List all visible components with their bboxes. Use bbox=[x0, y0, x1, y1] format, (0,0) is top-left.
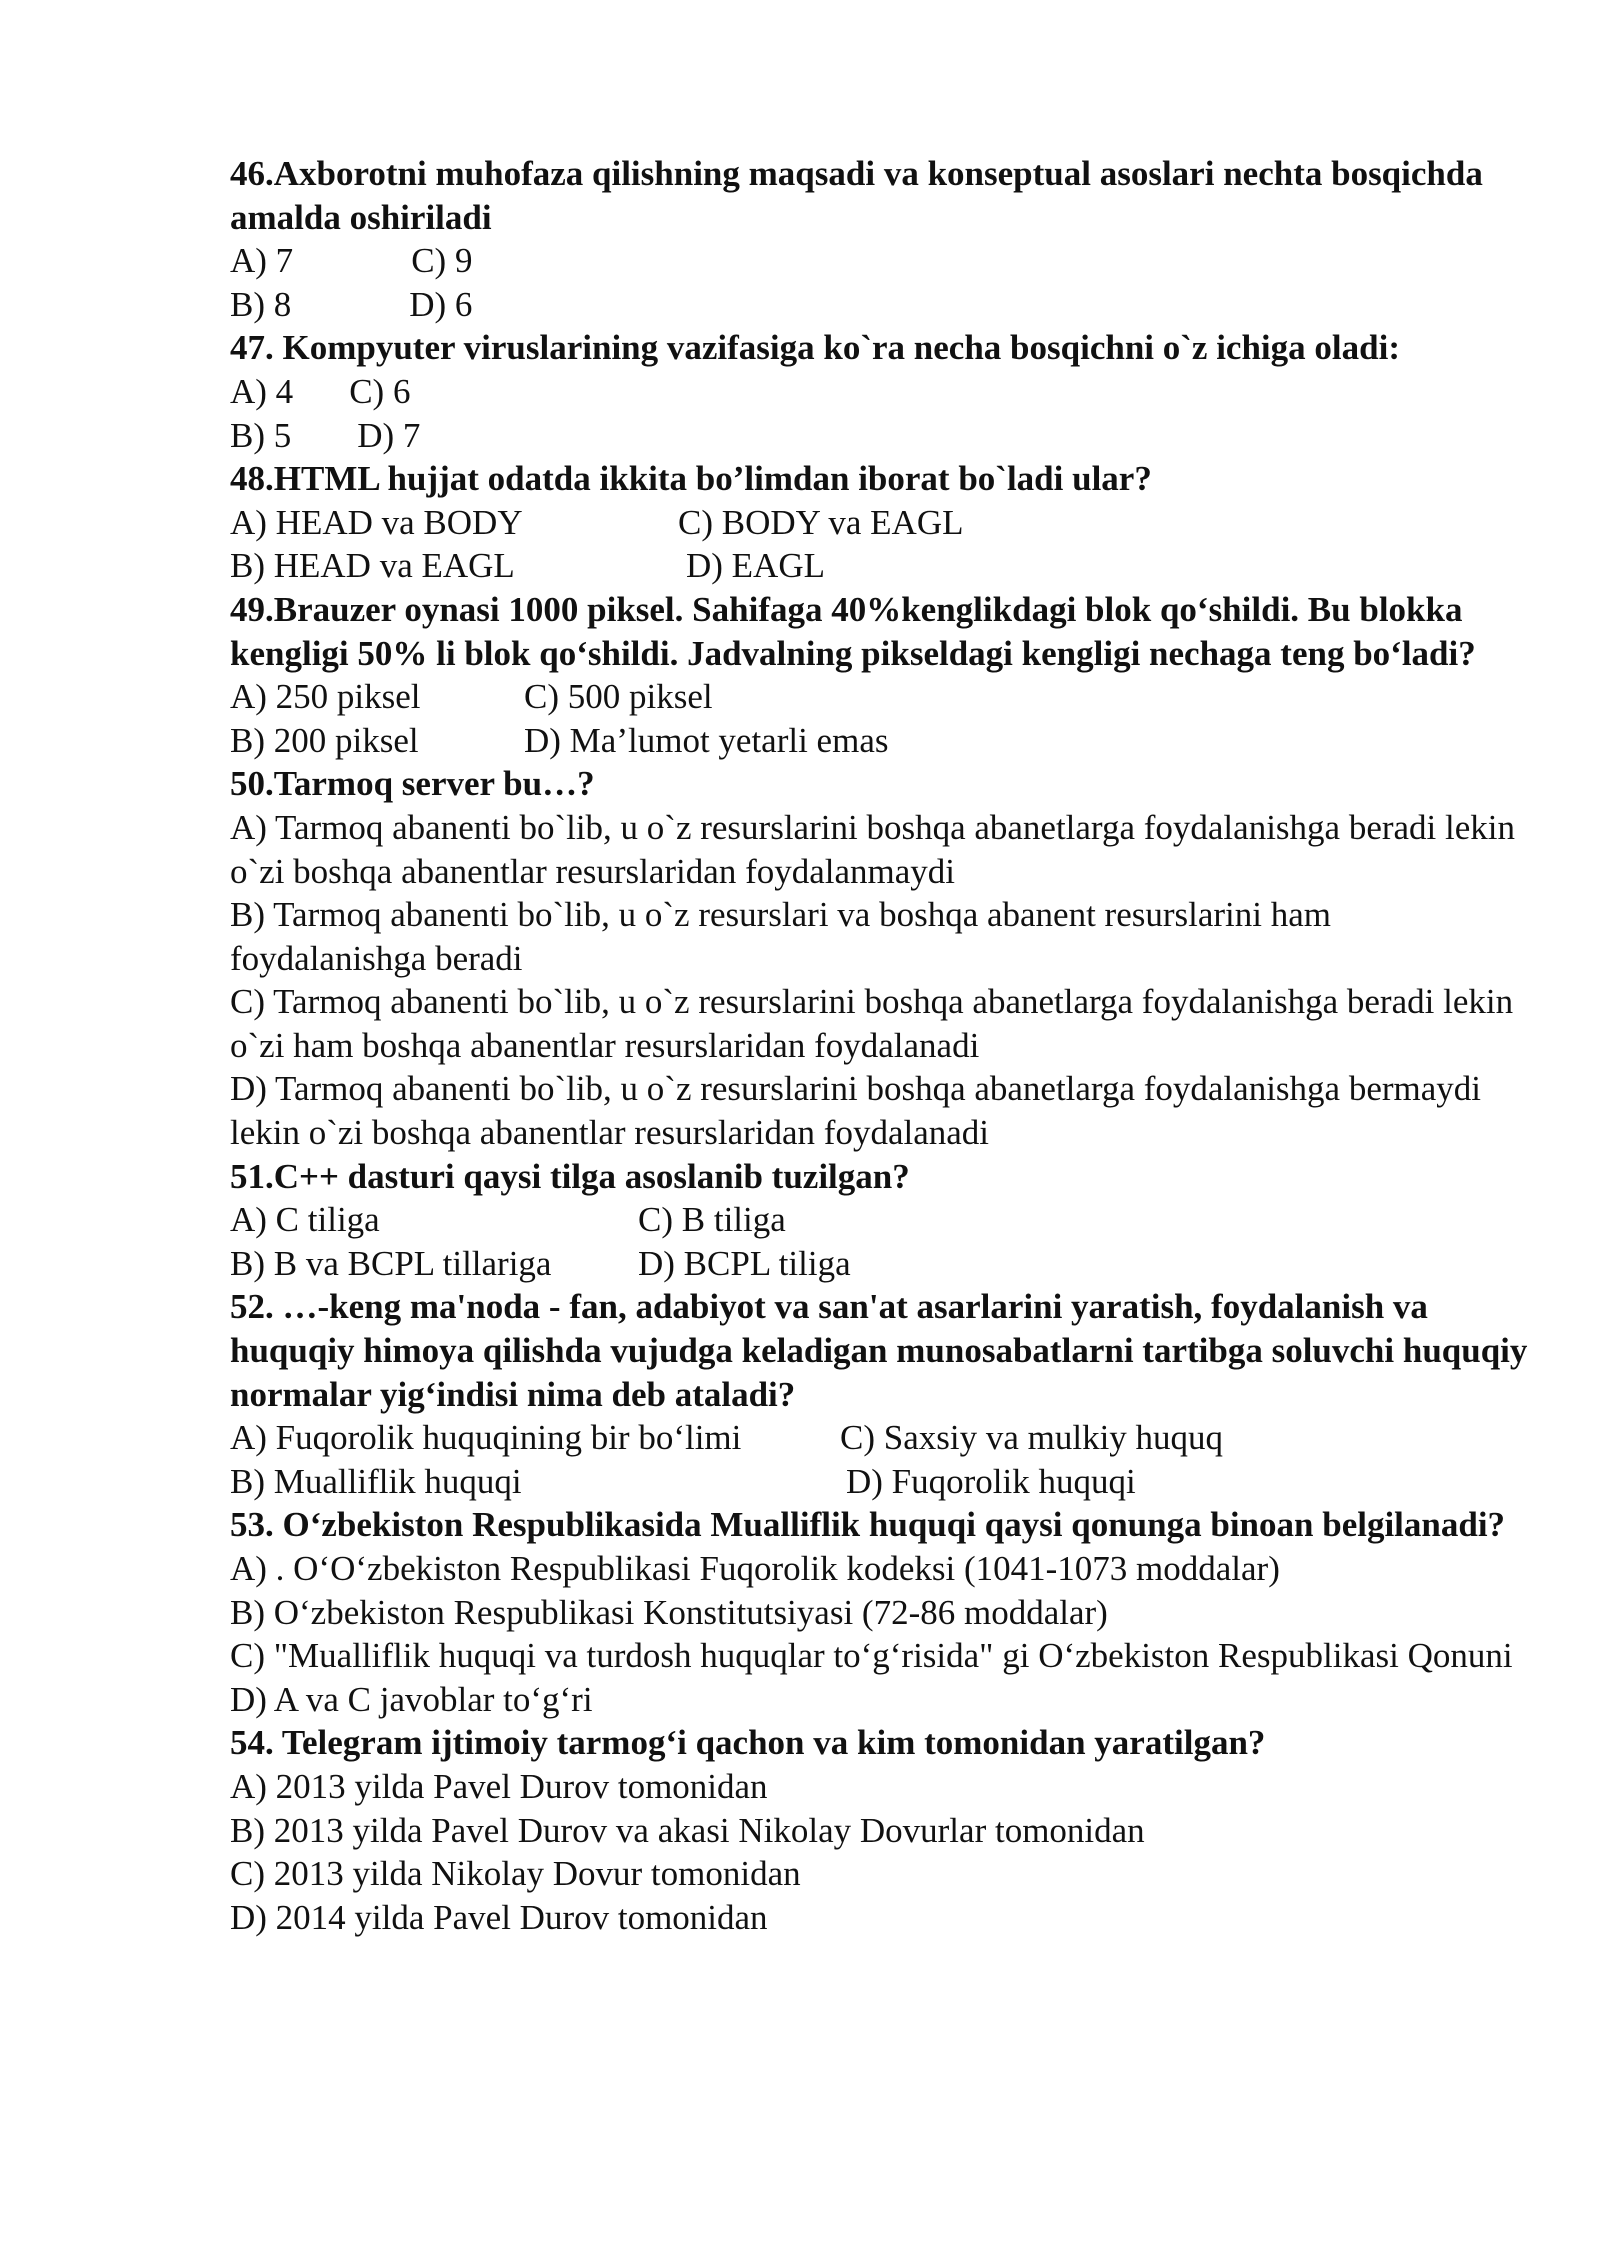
option-c: C) BODY va EAGL bbox=[678, 502, 964, 542]
option-d: D) Fuqorolik huquqi bbox=[846, 1461, 1136, 1501]
option-c: C) 500 piksel bbox=[524, 677, 713, 717]
option-c: C) Saxsiy va mulkiy huquq bbox=[840, 1418, 1224, 1458]
option-d: D) 7 bbox=[357, 415, 421, 455]
option-d: D) BCPL tiliga bbox=[638, 1243, 851, 1283]
option-c: C) B tiliga bbox=[638, 1200, 786, 1240]
option-c: C) 9 bbox=[411, 241, 473, 281]
question-46-options-row-1 bbox=[230, 239, 1530, 283]
option-b: B) 8 bbox=[230, 284, 292, 324]
question-50-option-a: A) Tarmoq abanenti bo`lib, u o`z resurslarini boshqa abanetlarga foydalanishga beradi lekin o`zi boshqa abanentlar resurslaridan foydalanmaydi bbox=[230, 807, 1516, 891]
question-50-option-d: D) Tarmoq abanenti bo`lib, u o`z resurslarini boshqa abanetlarga foydalanishga bermaydi lekin o`zi boshqa abanentlar resurslaridan foydalanadi bbox=[230, 1069, 1481, 1153]
option-a: A) C tiliga bbox=[230, 1200, 380, 1240]
question-51-options-row-1 bbox=[230, 1198, 1530, 1242]
option-b: B) HEAD va EAGL bbox=[230, 546, 515, 586]
question-53-title: 53. O‘zbekiston Respublikasida Mualliflik huquqi qaysi qonunga binoan belgilanadi? bbox=[230, 1505, 1506, 1545]
question-53-option-b: B) O‘zbekiston Respublikasi Konstitutsiyasi (72-86 moddalar) bbox=[230, 1592, 1108, 1632]
question-53-option-a: A) . O‘O‘zbekiston Respublikasi Fuqorolik kodeksi (1041-1073 moddalar) bbox=[230, 1549, 1280, 1588]
question-52-title: 52. …-keng ma'noda - fan, adabiyot va san'at asarlarini yaratish, foydalanish va huquqiy himoya qilishda vujudga keladigan munosabatlarni tartibga soluvchi huquqiy normalar yig‘indisi nima deb ataladi? bbox=[230, 1287, 1528, 1414]
question-54-option-d: D) 2014 yilda Pavel Durov tomonidan bbox=[230, 1897, 768, 1937]
question-49-options-row-2 bbox=[230, 719, 1530, 763]
question-49-options-row-1 bbox=[230, 675, 1530, 719]
option-d: D) 6 bbox=[409, 284, 473, 324]
question-48-options-row-2 bbox=[230, 544, 1530, 588]
question-51-options-row-2 bbox=[230, 1242, 1530, 1286]
question-50-title: 50.Tarmoq server bu…? bbox=[230, 764, 595, 804]
option-a: A) 7 bbox=[230, 241, 294, 281]
question-49-title: 49.Brauzer oynasi 1000 piksel. Sahifaga 40%kenglikdagi blok qo‘shildi. Bu blokka kengligi 50% li blok qo‘shildi. Jadvalning pikseldagi kengligi nechaga teng bo‘ladi? bbox=[230, 589, 1476, 673]
question-53-option-c: C) "Mualliflik huquqi va turdosh huquqlar to‘g‘risida" gi O‘zbekiston Respublikasi Qonuni bbox=[230, 1636, 1513, 1676]
question-54-title: 54. Telegram ijtimoiy tarmog‘i qachon va kim tomonidan yaratilgan? bbox=[230, 1723, 1266, 1763]
option-b: B) Mualliflik huquqi bbox=[230, 1461, 522, 1501]
question-48-options-row-1 bbox=[230, 501, 1530, 545]
question-48-title: 48.HTML hujjat odatda ikkita bo’limdan iborat bo`ladi ular? bbox=[230, 459, 1152, 499]
option-c: C) 6 bbox=[349, 371, 411, 411]
document-page bbox=[230, 152, 1530, 1939]
question-50-option-c: C) Tarmoq abanenti bo`lib, u o`z resurslarini boshqa abanetlarga foydalanishga beradi lekin o`zi ham boshqa abanentlar resurslaridan foydalanadi bbox=[230, 982, 1514, 1065]
question-52-options-row-2 bbox=[230, 1460, 1530, 1504]
option-b: B) B va BCPL tillariga bbox=[230, 1243, 552, 1283]
question-51-title: 51.C++ dasturi qaysi tilga asoslanib tuzilgan? bbox=[230, 1156, 910, 1196]
question-54-option-c: C) 2013 yilda Nikolay Dovur tomonidan bbox=[230, 1854, 801, 1894]
question-47-options-row-2 bbox=[230, 414, 1530, 458]
question-54-option-b: B) 2013 yilda Pavel Durov va akasi Nikolay Dovurlar tomonidan bbox=[230, 1810, 1145, 1850]
option-b: B) 200 piksel bbox=[230, 720, 419, 760]
question-46-options-row-2 bbox=[230, 283, 1530, 327]
question-47-options-row-1 bbox=[230, 370, 1530, 414]
question-47-title: 47. Kompyuter viruslarining vazifasiga ko`ra necha bosqichni o`z ichiga oladi: bbox=[230, 328, 1400, 368]
option-a: A) HEAD va BODY bbox=[230, 502, 523, 542]
option-a: A) 4 bbox=[230, 371, 294, 411]
question-53-option-d: D) A va C javoblar to‘g‘ri bbox=[230, 1679, 593, 1719]
option-b: B) 5 bbox=[230, 415, 292, 455]
option-a: A) 250 piksel bbox=[230, 677, 421, 717]
option-d: D) EAGL bbox=[686, 546, 825, 586]
option-d: D) Ma’lumot yetarli emas bbox=[524, 720, 889, 760]
question-52-options-row-1 bbox=[230, 1416, 1530, 1460]
question-46-title: 46.Axborotni muhofaza qilishning maqsadi va konseptual asoslari nechta bosqichda amalda oshiriladi bbox=[230, 154, 1483, 237]
question-54-option-a: A) 2013 yilda Pavel Durov tomonidan bbox=[230, 1766, 768, 1806]
option-a: A) Fuqorolik huquqining bir bo‘limi bbox=[230, 1418, 742, 1458]
question-50-option-b: B) Tarmoq abanenti bo`lib, u o`z resurslari va boshqa abanent resurslarini ham foydalanishga beradi bbox=[230, 895, 1332, 978]
